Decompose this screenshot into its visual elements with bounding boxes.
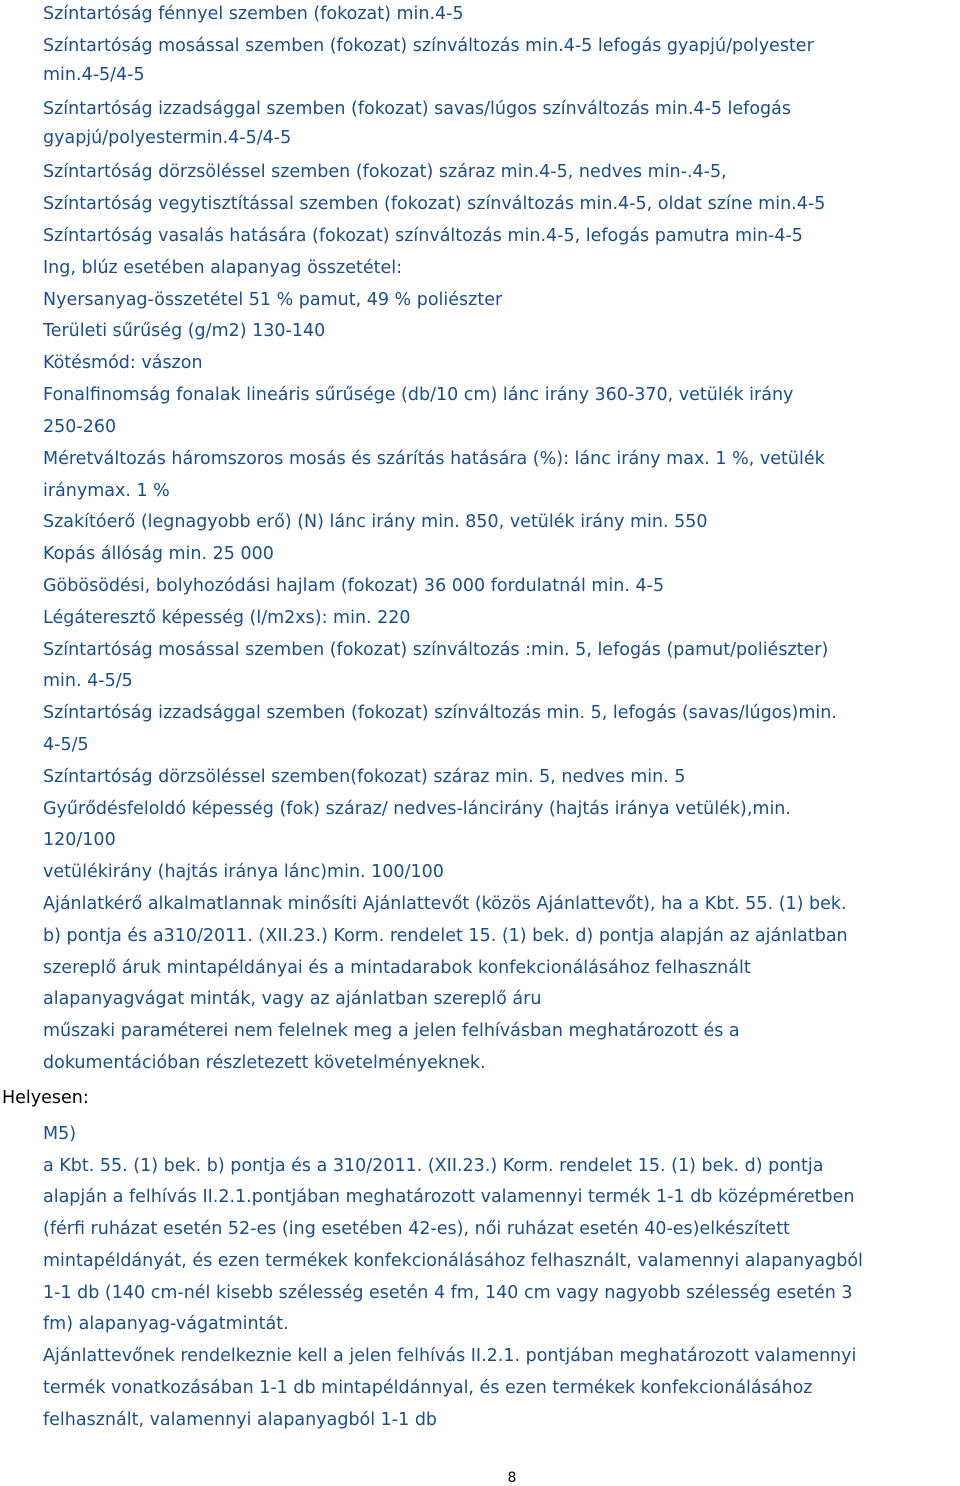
correct-line: termék vonatkozásában 1-1 db mintapéldánnyal, és ezen termékek konfekcionálásához [43, 1378, 813, 1398]
spec-line: alapanyagvágat minták, vagy az ajánlatban szereplő áru [43, 989, 542, 1009]
spec-line: Színtartóság izzadsággal szemben (fokozat) savas/lúgos színváltozás min.4-5 lefogás [43, 99, 791, 119]
correct-line: fm) alapanyag-vágatmintát. [43, 1314, 289, 1334]
correct-line: (férfi ruházat esetén 52-es (ing esetében 42-es), női ruházat esetén 40-es)elkészített [43, 1219, 790, 1239]
spec-line: Légáteresztő képesség (l/m2xs): min. 220 [43, 608, 411, 628]
spec-line: dokumentációban részletezett követelményeknek. [43, 1053, 486, 1073]
spec-line: Színtartóság vasalás hatására (fokozat) színváltozás min.4-5, lefogás pamutra min-4-5 [43, 226, 803, 246]
spec-line: Színtartóság mosással szemben (fokozat) színváltozás min.4-5 lefogás gyapjú/polyester [43, 36, 814, 56]
spec-line: Színtartóság izzadsággal szemben (fokozat) színváltozás min. 5, lefogás (savas/lúgos)min. [43, 703, 837, 723]
page-number: 8 [507, 1470, 517, 1486]
spec-line: műszaki paraméterei nem felelnek meg a jelen felhívásban meghatározott és a [43, 1021, 740, 1041]
correct-line: Ajánlattevőnek rendelkeznie kell a jelen felhívás II.2.1. pontjában meghatározott valamennyi [43, 1346, 857, 1366]
correct-line: alapján a felhívás II.2.1.pontjában meghatározott valamennyi termék 1-1 db középméretben [43, 1187, 855, 1207]
spec-line: Göbösödési, bolyhozódási hajlam (fokozat) 36 000 fordulatnál min. 4-5 [43, 576, 665, 596]
spec-line: 4-5/5 [43, 735, 89, 755]
correct-line: felhasznált, valamennyi alapanyagból 1-1 db [43, 1410, 438, 1430]
spec-line: Nyersanyag-összetétel 51 % pamut, 49 % poliészter [43, 290, 503, 310]
spec-line: Színtartóság dörzsöléssel szemben (fokozat) száraz min.4-5, nedves min-.4-5, [43, 162, 727, 182]
spec-line: Méretváltozás háromszoros mosás és szárítás hatására (%): lánc irány max. 1 %, vetülék [43, 449, 825, 469]
spec-line: Színtartóság dörzsöléssel szemben(fokozat) száraz min. 5, nedves min. 5 [43, 767, 686, 787]
spec-line: b) pontja és a310/2011. (XII.23.) Korm. rendelet 15. (1) bek. d) pontja alapján az ajánlatban [43, 926, 848, 946]
spec-line: Kopás állóság min. 25 000 [43, 544, 274, 564]
spec-line: min. 4-5/5 [43, 671, 133, 691]
spec-line: szereplő áruk mintapéldányai és a mintadarabok konfekcionálásához felhasznált [43, 958, 751, 978]
correct-label: Helyesen: [2, 1088, 89, 1108]
correct-line: a Kbt. 55. (1) bek. b) pontja és a 310/2011. (XII.23.) Korm. rendelet 15. (1) bek. d) pontja [43, 1156, 824, 1176]
spec-line: Gyűrődésfeloldó képesség (fok) száraz/ nedves-láncirány (hajtás iránya vetülék),min. [43, 799, 791, 819]
spec-line: Színtartóság vegytisztítással szemben (fokozat) színváltozás min.4-5, oldat színe min.4-5 [43, 194, 826, 214]
spec-line: Kötésmód: vászon [43, 353, 203, 373]
correct-line: M5) [43, 1124, 77, 1144]
spec-line: 250-260 [43, 417, 117, 437]
spec-line: min.4-5/4-5 [43, 65, 145, 85]
spec-line: Színtartóság mosással szemben (fokozat) színváltozás :min. 5, lefogás (pamut/poliészter) [43, 640, 829, 660]
spec-line: gyapjú/polyestermin.4-5/4-5 [43, 128, 292, 148]
correct-line: mintapéldányát, és ezen termékek konfekcionálásához felhasznált, valamennyi alapanyagból [43, 1251, 863, 1271]
spec-line: Szakítóerő (legnagyobb erő) (N) lánc irány min. 850, vetülék irány min. 550 [43, 512, 708, 532]
spec-line: Területi sűrűség (g/m2) 130-140 [43, 321, 326, 341]
spec-line: Ajánlatkérő alkalmatlannak minősíti Ajánlattevőt (közös Ajánlattevőt), ha a Kbt. 55. (1) bek. [43, 894, 847, 914]
correct-line: 1-1 db (140 cm-nél kisebb szélesség esetén 4 fm, 140 cm vagy nagyobb szélesség esetén 3 [43, 1283, 853, 1303]
spec-line: 120/100 [43, 830, 116, 850]
spec-line: iránymax. 1 % [43, 481, 170, 501]
spec-line: Fonalfinomság fonalak lineáris sűrűsége (db/10 cm) lánc irány 360-370, vetülék irány [43, 385, 794, 405]
spec-line: Ing, blúz esetében alapanyag összetétel: [43, 258, 402, 278]
spec-line: Színtartóság fénnyel szemben (fokozat) min.4-5 [43, 4, 464, 24]
spec-line: vetülékirány (hajtás iránya lánc)min. 100/100 [43, 862, 444, 882]
